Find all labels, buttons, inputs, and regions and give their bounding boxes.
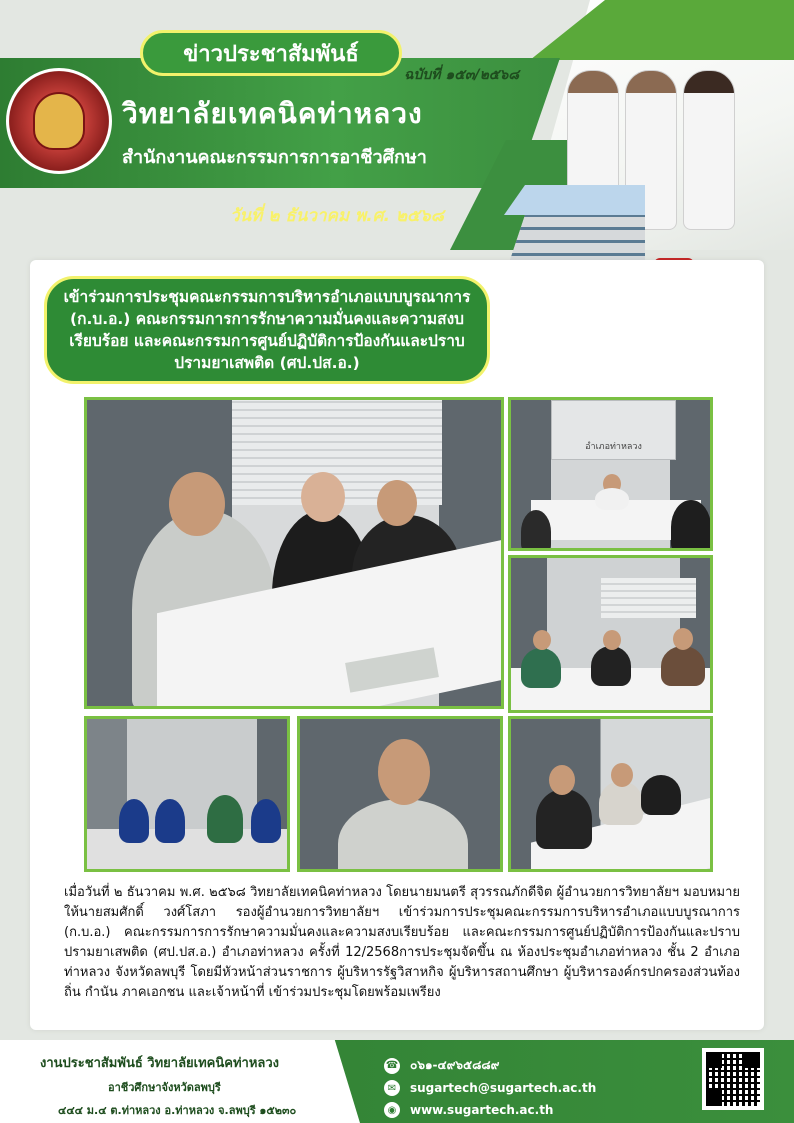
meeting-photo-attendees bbox=[84, 716, 290, 872]
footer-address: ๔๔๔ ม.๔ ต.ท่าหลวง อ.ท่าหลวง จ.ลพบุรี ๑๕๒๓๐ bbox=[58, 1104, 297, 1117]
college-name: วิทยาลัยเทคนิคท่าหลวง bbox=[122, 97, 423, 130]
footer-web[interactable] bbox=[384, 1102, 553, 1118]
pr-label: ข่าวประชาสัมพันธ์ bbox=[140, 30, 402, 76]
college-logo bbox=[6, 68, 112, 174]
room-sign: อำเภอท่าหลวง bbox=[551, 400, 676, 460]
website-link[interactable]: www.sugartech.ac.th bbox=[410, 1103, 554, 1117]
office-name: สำนักงานคณะกรรมการการอาชีวศึกษา bbox=[122, 147, 427, 168]
meeting-photo-side bbox=[508, 716, 713, 872]
meeting-photo-deputy bbox=[297, 716, 503, 872]
news-date: วันที่ ๒ ธันวาคม พ.ศ. ๒๕๖๘ bbox=[230, 206, 444, 226]
logo-emblem bbox=[33, 92, 85, 150]
phone-icon: ☎ bbox=[384, 1058, 400, 1074]
qr-code-icon bbox=[706, 1052, 760, 1106]
executive-figure bbox=[683, 70, 735, 230]
footer-dept: อาชีวศึกษาจังหวัดลพบุรี bbox=[108, 1081, 221, 1094]
meeting-photo-room bbox=[508, 397, 713, 551]
header-stripe bbox=[500, 0, 794, 60]
qr-code[interactable] bbox=[702, 1048, 764, 1110]
phone-number: ๐๖๑-๔๙๖๕๘๘๙ bbox=[410, 1058, 500, 1072]
mail-icon: ✉ bbox=[384, 1080, 400, 1096]
footer-org: งานประชาสัมพันธ์ วิทยาลัยเทคนิคท่าหลวง bbox=[40, 1056, 280, 1071]
globe-icon: ◉ bbox=[384, 1102, 400, 1118]
meeting-photo-table bbox=[508, 555, 713, 713]
footer-phone bbox=[384, 1056, 499, 1075]
issue-number: ฉบับที่ ๑๕๓/๒๕๖๘ bbox=[404, 67, 520, 83]
news-body: เมื่อวันที่ ๒ ธันวาคม พ.ศ. ๒๕๖๘ วิทยาลัยเทคนิคท่าหลวง โดยนายมนตรี สุวรรณภักดีจิต ผู้อำนวยการวิทยาลัยฯ มอบหมายให้นายสมศักดิ์ วงศ์โสภา รองผู้อำนวยการวิทยาลัยฯ เข้าร่วมการประชุมคณะกรรมการบริหารอำเภอแบบบูรณาการ (ก.บ.อ.) คณะกรรมการการรักษาความมั่นคงและความสงบเรียบร้อย และคณะกรรมการศูนย์ปฏิบัติการป้องกันและปราบปรามยาเสพติด (ศป.ปส.อ.) อำเภอท่าหลวง ครั้งที่ 12/2568การประชุมจัดขึ้น ณ ห้องประชุมอำเภอท่าหลวง ชั้น 2 อำเภอท่าหลวง จังหวัดลพบุรี โดยมีหัวหน้าส่วนราชการ ผู้บริหารรัฐวิสาหกิจ ผู้บริหารสถานศึกษา ผู้บริหารองค์กรปกครองส่วนท้องถิ่น กำนัน ภาคเอกชน และเจ้าหน้าที่ เข้าร่วมประชุมโดยพร้อมเพรียง bbox=[64, 885, 740, 1000]
footer-email[interactable] bbox=[384, 1080, 596, 1096]
headline: เข้าร่วมการประชุมคณะกรรมการบริหารอำเภอแบบบูรณาการ (ก.บ.อ.) คณะกรรมการการรักษาความมั่นคงและความสงบเรียบร้อย และคณะกรรมการศูนย์ปฏิบัติการป้องกันและปราบปรามยาเสพติด (ศป.ปส.อ.) bbox=[44, 276, 490, 384]
email-link[interactable]: sugartech@sugartech.ac.th bbox=[410, 1081, 597, 1095]
meeting-photo-main bbox=[84, 397, 504, 709]
